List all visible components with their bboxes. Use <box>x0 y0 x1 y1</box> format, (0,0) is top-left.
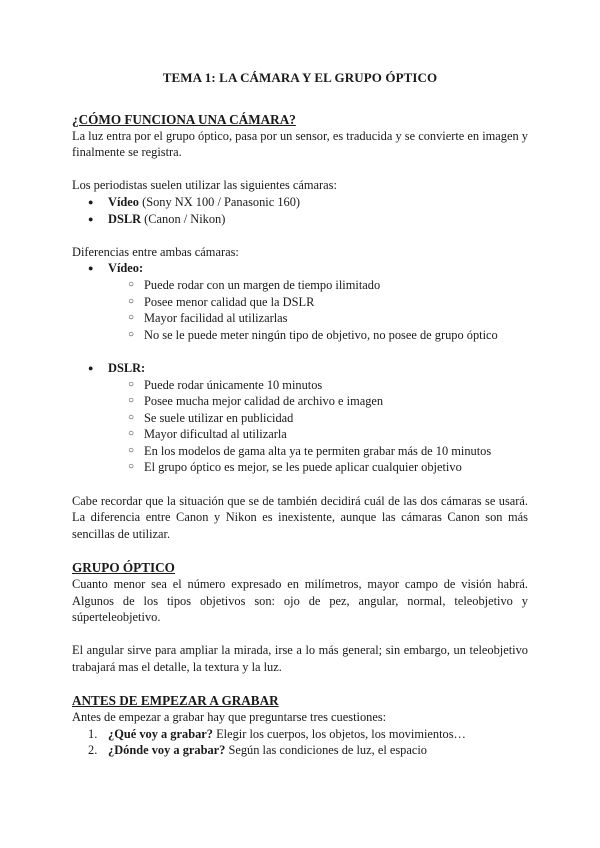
section-heading-how-camera-works: ¿CÓMO FUNCIONA UNA CÁMARA? <box>72 111 296 127</box>
list-item: ○ El grupo óptico es mejor, se les puede aplicar cualquier objetivo <box>72 459 528 476</box>
question-text: ¿Qué voy a grabar? <box>108 726 213 741</box>
question-answer: Según las condiciones de luz, el espacio <box>225 743 428 758</box>
list-item <box>72 742 528 759</box>
list-item: ○ Mayor dificultad al utilizarla <box>72 426 528 443</box>
list-item-video <box>72 260 528 277</box>
section-heading-before-recording: ANTES DE EMPEZAR A GRABAR <box>72 693 279 709</box>
question-answer: Elegir los cuerpos, los objetos, los movimientos… <box>212 726 466 741</box>
question-number: 2. <box>88 743 98 758</box>
paragraph-closing: Cabe recordar que la situación que se de también decidirá cuál de las dos cámaras se usará. La diferencia entre Canon y Nikon es inexistente, aunque las cámaras Canon son más sencillas de utilizar. <box>72 493 528 541</box>
paragraph-cameras-intro: Los periodistas suelen utilizar las siguientes cámaras: <box>72 178 337 193</box>
camera-name: Vídeo <box>108 194 139 209</box>
paragraph-optical-2: El angular sirve para ampliar la mirada, irse a lo más general; sin embargo, un teleobjetivo trabajará mas el detalle, la textura y la luz. <box>72 643 528 674</box>
list-item: ○ Puede rodar únicamente 10 minutos <box>72 377 528 394</box>
paragraph-before-recording-intro: Antes de empezar a grabar hay que preguntarse tres cuestiones: <box>72 710 387 725</box>
list-item: ○ No se le puede meter ningún tipo de objetivo, no posee de grupo óptico <box>72 327 528 344</box>
paragraph-camera-intro: La luz entra por el grupo óptico, pasa por un sensor, es traducida y se convierte en imagen y finalmente se registra. <box>72 128 528 160</box>
list-item <box>72 726 528 743</box>
question-text: ¿Dónde voy a grabar? <box>108 743 226 758</box>
dslr-label: DSLR: <box>108 360 146 375</box>
list-item <box>72 194 528 211</box>
list-item-dslr <box>72 360 528 377</box>
paragraph-differences-intro: Diferencias entre ambas cámaras: <box>72 244 239 259</box>
list-item <box>72 211 528 228</box>
list-item: ○ Posee menor calidad que la DSLR <box>72 294 528 311</box>
camera-detail: (Canon / Nikon) <box>141 211 226 226</box>
camera-detail: (Sony NX 100 / Panasonic 160) <box>138 194 301 209</box>
list-item: ○ Posee mucha mejor calidad de archivo e imagen <box>72 393 528 410</box>
document-title: TEMA 1: LA CÁMARA Y EL GRUPO ÓPTICO <box>162 70 438 85</box>
video-features-list <box>72 277 528 343</box>
paragraph-optical-1: Cuanto menor sea el número expresado en milímetros, mayor campo de visión habrá. Algunos de los tipos objetivos son: ojo de pez, angular, normal, teleobjetivo y súperteleobjetivo. <box>72 577 528 625</box>
differences-list-dslr <box>72 360 528 377</box>
camera-list <box>72 194 528 227</box>
video-label: Vídeo: <box>108 261 144 276</box>
differences-list <box>72 260 528 277</box>
camera-name: DSLR <box>108 211 142 226</box>
list-item: ○ Puede rodar con un margen de tiempo ilimitado <box>72 277 528 294</box>
dslr-features-list <box>72 377 528 477</box>
question-number: 1. <box>88 726 98 741</box>
list-item: ○ Mayor facilidad al utilizarlas <box>72 310 528 327</box>
section-heading-optical-group: GRUPO ÓPTICO <box>72 560 175 576</box>
list-item: ○ En los modelos de gama alta ya te permiten grabar más de 10 minutos <box>72 443 528 460</box>
questions-list <box>72 726 528 759</box>
list-item: ○ Se suele utilizar en publicidad <box>72 410 528 427</box>
